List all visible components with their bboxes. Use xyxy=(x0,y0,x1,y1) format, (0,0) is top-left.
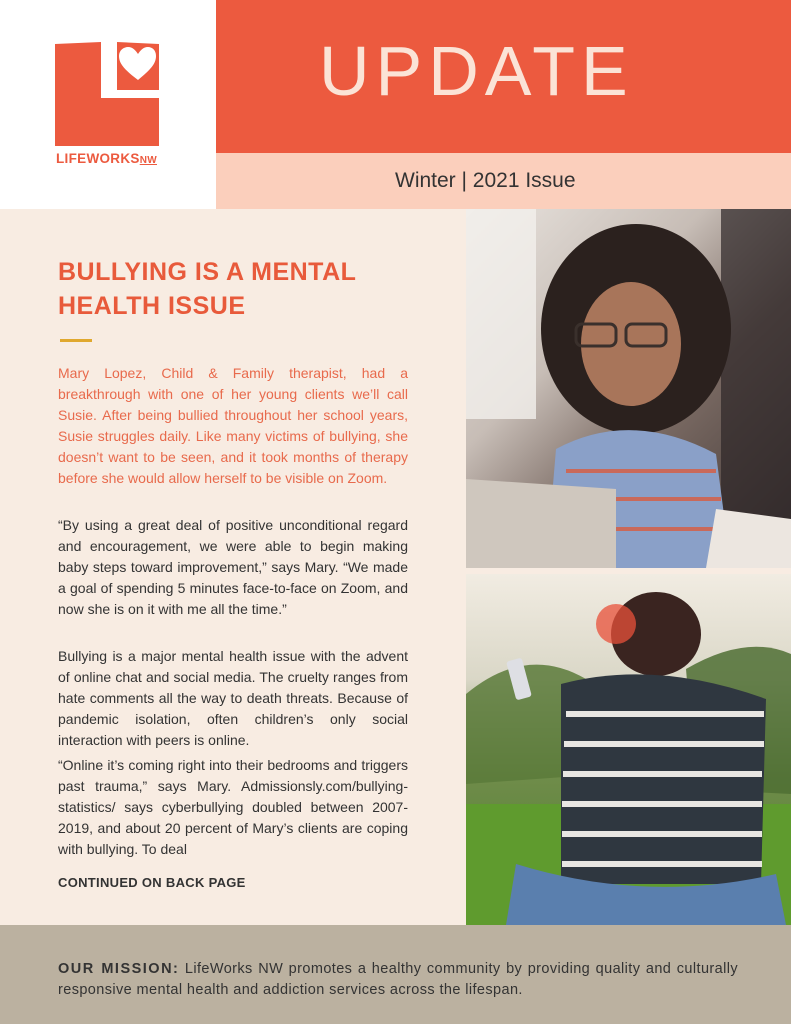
page-title: UPDATE xyxy=(319,32,634,110)
mission-band xyxy=(0,925,791,1024)
article-headline: BULLYING IS A MENTAL HEALTH ISSUE xyxy=(58,258,356,320)
article-paragraph: “By using a great deal of positive unconditional regard and encouragement, we were able to begin making baby steps toward improvement,” says Mary. “We made a goal of spending 5 minutes face-to-face on Zoom, and now she is on it with me all the time.” xyxy=(58,517,408,617)
logo-area xyxy=(0,0,216,209)
continued-note: CONTINUED ON BACK PAGE xyxy=(58,875,246,890)
mission-text: LifeWorks NW promotes a healthy community by providing quality and culturally responsive mental health and addiction services across the lifespan. xyxy=(58,961,738,998)
article-column xyxy=(0,209,466,925)
photo-girl-with-laptop xyxy=(466,209,791,568)
article-paragraph-lead: Mary Lopez, Child & Family therapist, had a breakthrough with one of her young clients we’ll call Susie. After being bullied throughout her school years, Susie struggles daily. Like many victims of bullying, she doesn’t want to be seen, and it took months of therapy before she would allow herself to be visible on Zoom. xyxy=(58,365,408,486)
photo-girl-on-grass xyxy=(466,574,791,925)
girl-laptop-illustration xyxy=(466,209,791,568)
mission-statement xyxy=(58,959,738,1001)
logo-wordmark-suffix: NW xyxy=(139,155,157,166)
issue-band xyxy=(216,153,791,209)
issue-label: Winter | 2021 Issue xyxy=(395,169,576,192)
article-paragraph: “Online it’s coming right into their bedrooms and triggers past trauma,” says Mary. Admissionsly.com/bullying-statistics/ says cyberbullying doubled between 2007-2019, and about 20 percent of Mary’s clients are coping with bullying. To deal xyxy=(58,757,408,857)
logo-wordmark: LIFEWORKSNW xyxy=(56,151,157,166)
article-paragraph: Bullying is a major mental health issue with the advent of online chat and social media. The cruelty ranges from hate comments all the way to death threats. Because of pandemic isolation, often children’s only social interaction with peers is online. xyxy=(58,648,408,748)
mission-label: OUR MISSION: xyxy=(58,961,180,977)
lifeworks-logo-icon xyxy=(55,42,159,146)
girl-grass-illustration xyxy=(466,574,791,925)
header-title-band xyxy=(216,0,791,153)
headline-divider xyxy=(60,339,92,342)
